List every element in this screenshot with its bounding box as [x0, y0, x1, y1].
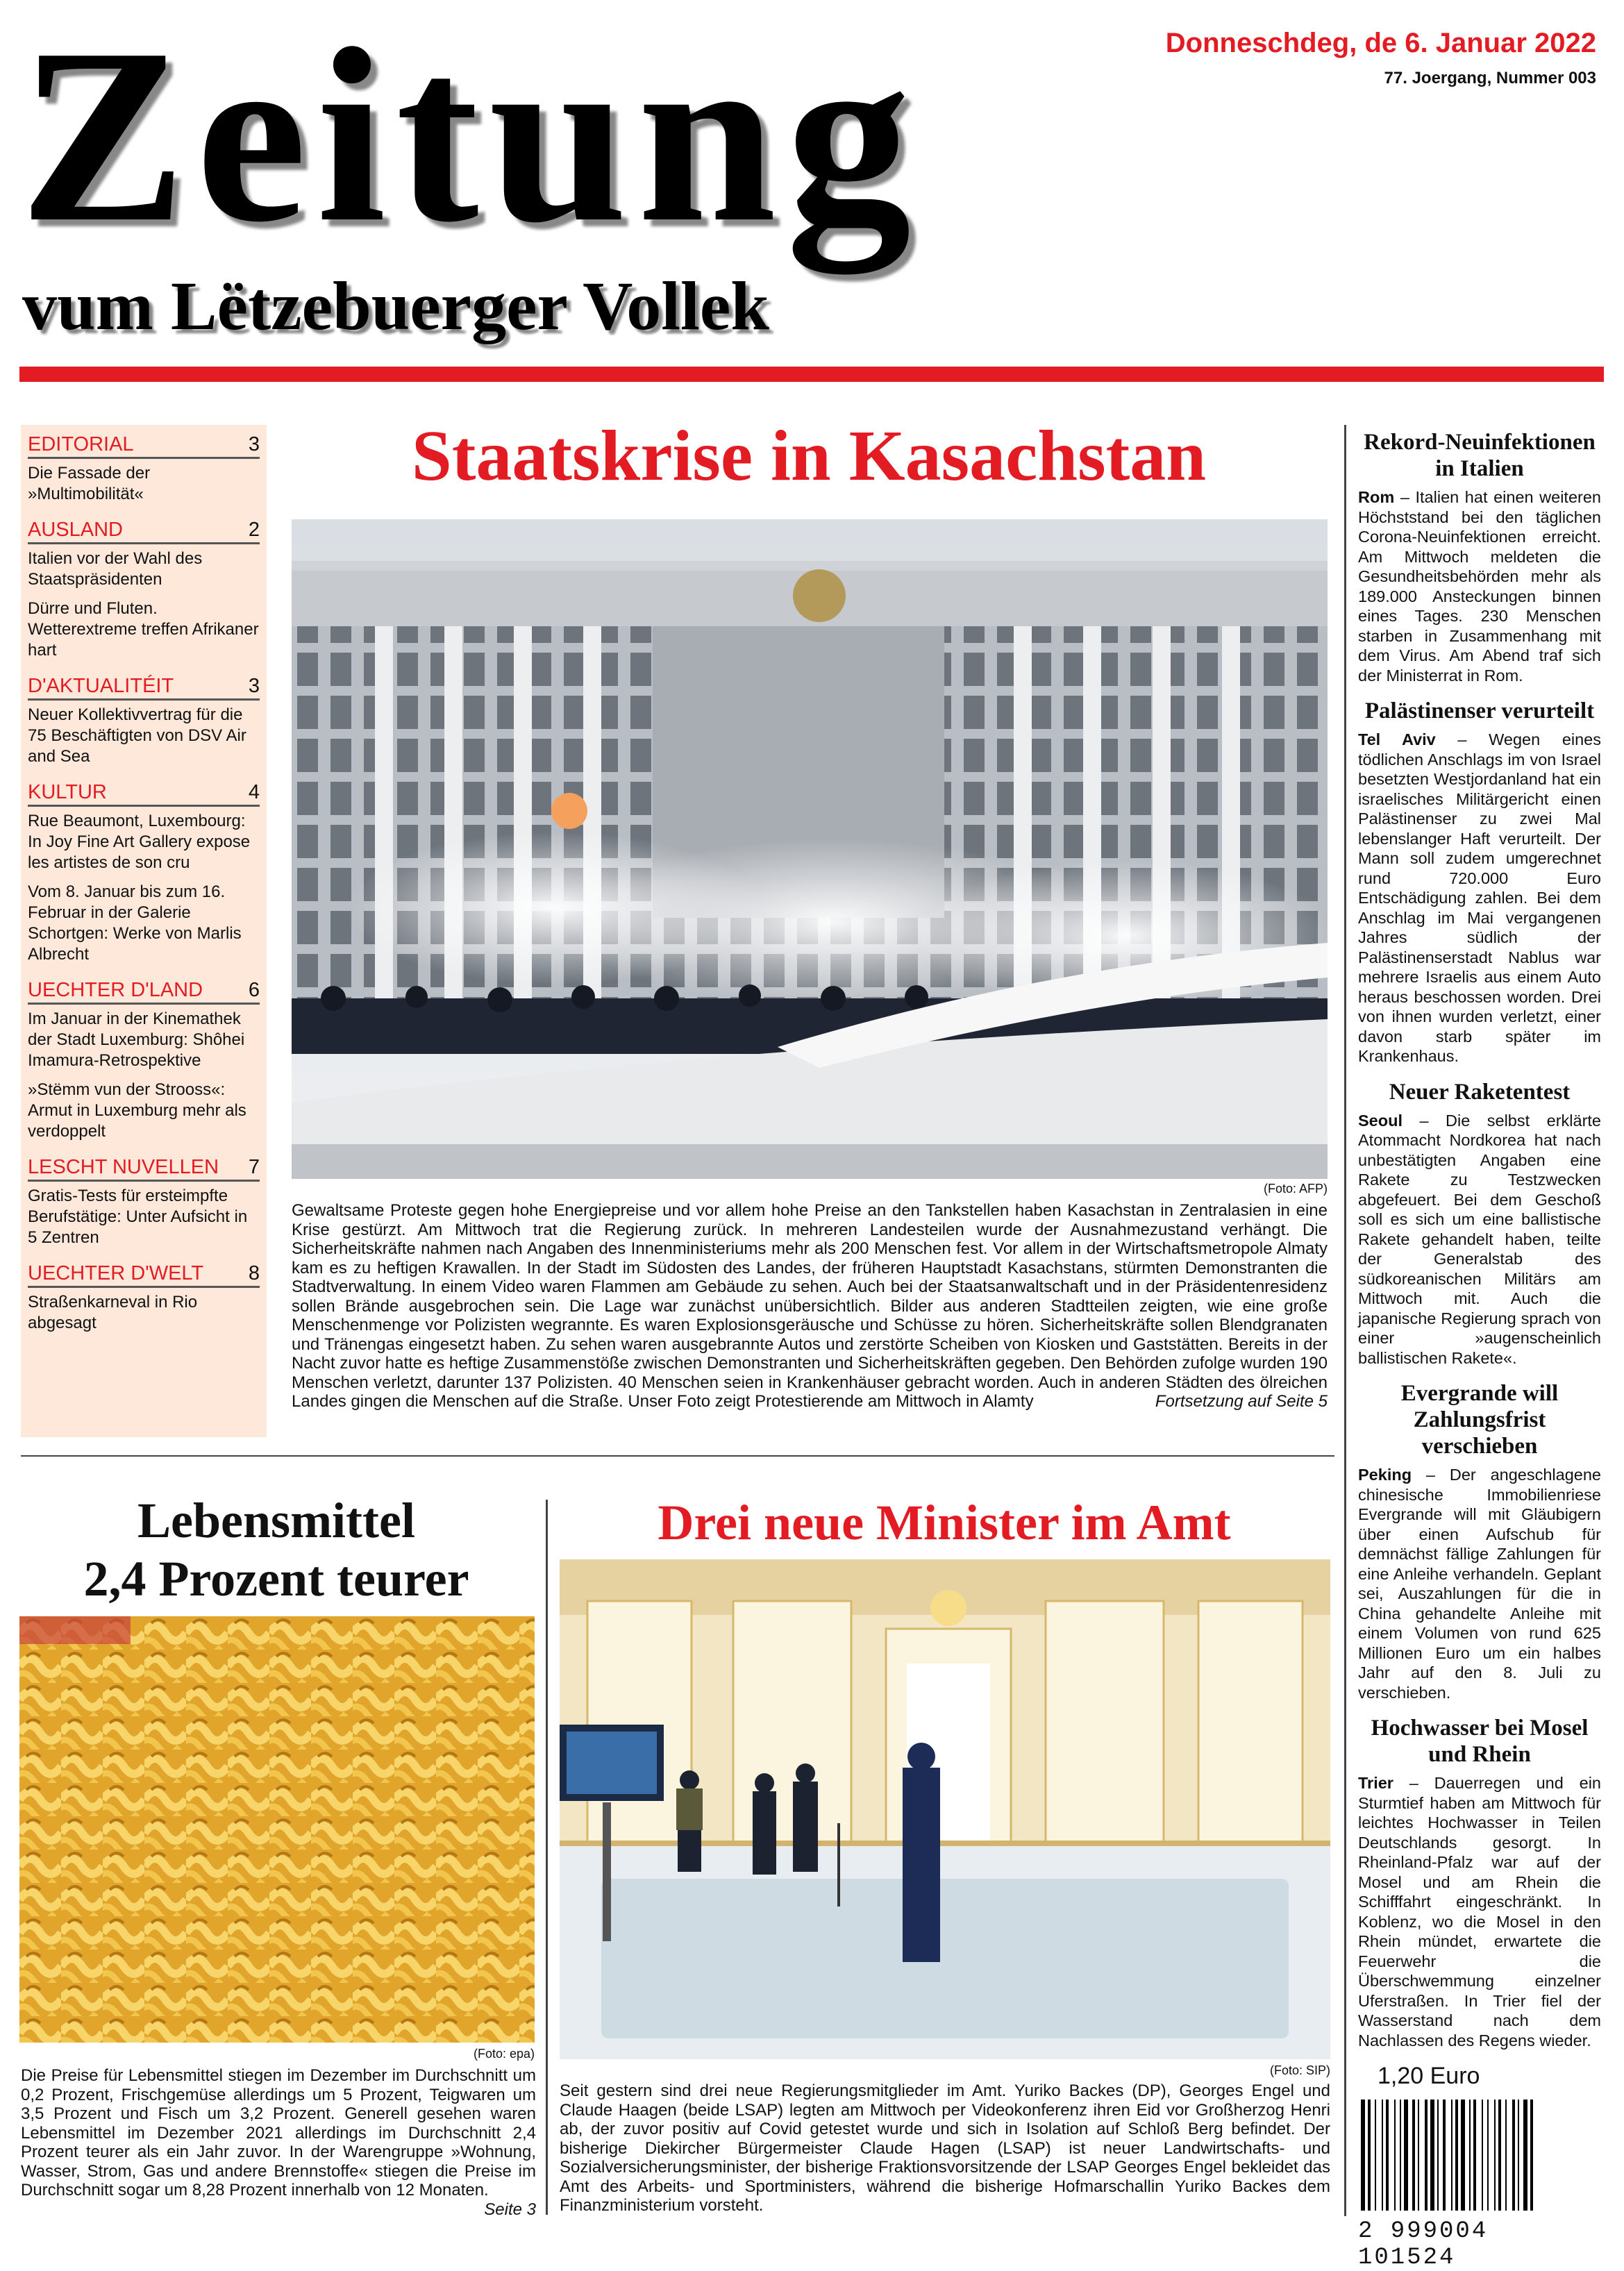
lead-photo-kasachstan	[292, 519, 1328, 1179]
section-heading[interactable]	[28, 673, 260, 701]
brief-dateline: Tel Aviv	[1358, 730, 1436, 748]
section-label: UECHTER D'LAND	[28, 979, 203, 1001]
section-label: KULTUR	[28, 781, 107, 803]
contents-section	[28, 1261, 260, 1334]
brief-text	[1358, 730, 1601, 1066]
news-briefs-column	[1358, 426, 1601, 2271]
newspaper-subtitle: vum Lëtzebuerger Vollek	[22, 267, 769, 344]
section-page-number: 8	[248, 1262, 260, 1284]
food-article-text	[21, 2066, 536, 2219]
brief-text	[1358, 487, 1601, 685]
brief-text	[1358, 1773, 1601, 2050]
section-heading[interactable]	[28, 517, 260, 544]
ministers-article-text: Seit gestern sind drei neue Regierungsmitglieder im Amt. Yuriko Backes (DP), Georges Engel und Claude Haagen (beide LSAP) legten am Mittwoch per Videokonferenz ihren Eid vor Großherzog Henri ab, der zuvor positiv auf Covid getestet wurde und sich in Isolation auf Schloß Berg befindet. Der bisherige Diekircher Bürgermeister Claude Hagen (LSAP) ist neuer Landwirtschafts- und Sozialversicherungsminister, der bisherige Fraktionsvorsitzende der LSAP Georges Engel bekleidet das Amt des Arbeits- und Sportministers, während die bisherige Hofmarschallin Yuriko Backes dem Finanzministerium vorsteht.	[560, 2081, 1330, 2215]
brief-text	[1358, 1111, 1601, 1368]
ministers-headline: Drei neue Minister im Amt	[658, 1495, 1231, 1550]
food-headline-line1: Lebensmittel	[137, 1493, 415, 1548]
section-heading[interactable]	[28, 1261, 260, 1288]
brief-dateline: Trier	[1358, 1774, 1393, 1792]
price: 1,20 Euro	[1378, 2063, 1480, 2089]
section-teaser[interactable]: Vom 8. Januar bis zum 16. Februar in der Galerie Schortgen: Werke von Marlis Albrecht	[28, 882, 242, 964]
pasta-photo	[19, 1616, 535, 2043]
brief-dateline: Seoul	[1358, 1111, 1403, 1130]
brief-dateline: Rom	[1358, 488, 1395, 506]
brief-body: – Der angeschlagene chinesische Immobilienriese Evergrande will mit Gläubigern über einen Aufschub für demnächst fällige Zahlungen für eine Anleihe verhandeln. Geplant sei, Auszahlungen für die in China gehandelte Anleihe mit einem Volumen von rund 625 Millionen Euro um ein halbes Jahr auf den 8. Juli zu verschieben.	[1358, 1466, 1601, 1702]
barcode-digits: 2 999004 101524	[1358, 2218, 1489, 2271]
contents-section	[28, 780, 260, 965]
section-label: D'AKTUALITÉIT	[28, 675, 174, 697]
issue-number: 77. Joergang, Nummer 003	[1384, 69, 1596, 87]
brief-body: – Wegen eines tödlichen Anschlags im von Israel besetzten Westjordanland hat ein israelisches Militärgericht einen Palästinenser zu zwei Mal lebenslanger Haft verurteilt. Der Mann soll zudem umgerechnet rund 720.000 Euro Entschädigung zahlen. Bei dem Anschlag im Mai vergangenen Jahres südlich der Palästinenserstadt Nablus war mehrere Israelis aus einem Auto heraus beschossen worden. Drei von ihnen wurden verletzt, einer davon starb später im Krankenhaus.	[1358, 730, 1601, 1065]
section-page-number: 6	[248, 979, 260, 1001]
ministers-photo	[560, 1559, 1330, 2059]
ministers-photo-credit: (Foto: SIP)	[1269, 2063, 1330, 2077]
section-heading[interactable]	[28, 1155, 260, 1182]
section-heading[interactable]	[28, 978, 260, 1005]
brief-headline: Evergrande will Zahlungsfrist verschieben	[1400, 1381, 1559, 1459]
column-divider	[1344, 425, 1346, 2216]
lead-photo-credit: (Foto: AFP)	[1263, 1182, 1328, 1196]
section-teaser[interactable]: Italien vor der Wahl des Staatspräsidenten	[28, 549, 203, 589]
food-headline-line2: 2,4 Prozent teurer	[83, 1551, 469, 1607]
section-heading[interactable]	[28, 432, 260, 459]
contents-section	[28, 673, 260, 767]
section-label: LESCHT NUVELLEN	[28, 1156, 219, 1178]
contents-section	[28, 517, 260, 661]
section-teaser[interactable]: Gratis-Tests für ersteimpfte Berufstätige: Unter Aufsicht in 5 Zentren	[28, 1187, 248, 1247]
section-heading[interactable]	[28, 780, 260, 807]
section-page-number: 4	[248, 781, 260, 803]
contents-sidebar	[21, 425, 267, 1437]
column-divider	[546, 1500, 548, 2215]
section-teaser[interactable]: Rue Beaumont, Luxembourg: In Joy Fine Art Gallery expose les artistes de son cru	[28, 812, 251, 872]
brief-body: – Italien hat einen weiteren Höchststand bei den täglichen Corona-Neuinfektionen erreicht. Am Mittwoch meldeten die Gesundheitsbehörden mehr als 189.000 Ansteckungen binnen eines Tages. 230 Menschen starben in Zusammenhang mit dem Virus. Am Abend traf sich der Ministerrat in Rom.	[1358, 488, 1601, 685]
brief-dateline: Peking	[1358, 1466, 1412, 1484]
barcode-icon	[1358, 2100, 1598, 2271]
brief-body: – Dauerregen und ein Sturmtief haben am Mittwoch für leichtes Hochwasser in Teilen Deutschlands gesorgt. In Rheinland-Pfalz war auf der Mosel und am Rhein die Schifffahrt eingeschränkt. In Koblenz, wo die Mosel in den Rhein mündet, erwartete die Feuerwehr die Überschwemmung einzelner Uferstraßen. In Trier fiel der Wasserstand nach dem Nachlassen des Regens wieder.	[1358, 1774, 1601, 2050]
news-briefs	[1358, 429, 1601, 2050]
food-continuation-link[interactable]: Seite 3	[484, 2199, 536, 2219]
dateline	[1110, 26, 1596, 90]
issue-date: Donneschdeg, de 6. Januar 2022	[1165, 28, 1596, 58]
brief-headline: Rekord-Neuinfektionen in Italien	[1364, 430, 1596, 481]
brief-text	[1358, 1465, 1601, 1702]
lead-body: Gewaltsame Proteste gegen hohe Energiepreise und vor allem hohe Preise an den Tankstellen haben Kasachstan in Zentralasien in eine Krise gestürzt. Am Mittwoch trat die Regierung zurück. In mehreren Landesteilen wurde der Ausnahmezustand verhängt. Die Sicherheitskräfte nahmen nach Angaben des Innenministeriums mehr als 200 Menschen fest. Vor allem in der Wirtschaftsmetropole Almaty kam es zu heftigen Krawallen. In der Stadt im Südosten des Landes, der früheren Hauptstadt Kasachstans, stürmten Demonstranten die Stadtverwaltung. In einem Video waren Flammen am Gebäude zu sehen. Auch bei der Staatsanwaltschaft und in der Präsidentenresidenz sollen Brände ausgebrochen sein. Die Lage war zunächst unübersichtlich. Bilder aus anderen Stadtteilen zeigten, wie eine große Menschenmenge vor Polizisten wegrannte. Es waren Explosionsgeräusche und Schüsse zu hören. Sicherheitskräfte sollen Blendgranaten und Tränengas eingesetzt haben. Zu sehen waren ausgebrannte Autos und zerstörte Scheiben von Kiosken und Gaststätten. Bereits in der Nacht zuvor hatte es heftige Zusammenstöße zwischen Demonstranten und Sicherheitskräften gegeben. Den Behörden zufolge wurden 190 Menschen verletzt, darunter 137 Polizisten. 40 Menschen seien in Krankenhäuser gebracht worden. Auch in anderen Städten des ölreichen Landes gingen die Menschen auf die Straße. Unser Foto zeigt Protestierende am Mittwoch in Alamty	[292, 1201, 1328, 1411]
section-label: EDITORIAL	[28, 433, 134, 455]
brief-body: – Die selbst erklärte Atommacht Nordkorea hat nach unbestätigten Angaben eine Rakete zu Testzwecken abgefeuert. Bei dem Geschoß soll es sich um eine ballistische Rakete gehandelt haben, teilte der Generalstab des südkoreanischen Militärs am Mittwoch mit. Auch die japanische Regierung sprach von einer »augenscheinlich ballistischen Rakete«.	[1358, 1111, 1601, 1367]
newspaper-title: Zeitung	[19, 0, 921, 274]
section-teaser[interactable]: »Stëmm vun der Strooss«: Armut in Luxemburg mehr als verdoppelt	[28, 1080, 246, 1141]
contents-section	[28, 1155, 260, 1248]
section-page-number: 3	[248, 675, 260, 697]
lead-headline: Staatskrise in Kasachstan	[411, 416, 1207, 496]
section-page-number: 7	[248, 1156, 260, 1178]
masthead-rule	[19, 367, 1604, 382]
section-label: UECHTER D'WELT	[28, 1262, 204, 1284]
section-label: AUSLAND	[28, 519, 123, 541]
section-divider	[21, 1455, 1334, 1457]
brief-headline: Hochwasser bei Mosel und Rhein	[1371, 1716, 1589, 1767]
lead-article-text	[292, 1201, 1328, 1411]
lead-continuation-link[interactable]: Fortsetzung auf Seite 5	[1155, 1392, 1328, 1411]
food-photo-credit: (Foto: epa)	[473, 2047, 535, 2061]
section-teaser[interactable]: Neuer Kollektivvertrag für die 75 Beschäftigten von DSV Air and Sea	[28, 705, 246, 766]
section-teaser[interactable]: Im Januar in der Kinemathek der Stadt Luxemburg: Shôhei Imamura-Retrospektive	[28, 1009, 245, 1070]
brief-headline: Neuer Raketentest	[1389, 1079, 1571, 1105]
section-teaser[interactable]: Die Fassade der »Multimobilität«	[28, 464, 151, 503]
section-teaser[interactable]: Straßenkarneval in Rio abgesagt	[28, 1293, 198, 1332]
section-page-number: 3	[248, 433, 260, 455]
food-headline	[19, 1491, 533, 1608]
section-teaser[interactable]: Dürre und Fluten. Wetterextreme treffen Afrikaner hart	[28, 599, 259, 660]
contents-section	[28, 978, 260, 1142]
brief-headline: Palästinenser verurteilt	[1364, 698, 1595, 723]
contents-section	[28, 432, 260, 505]
section-page-number: 2	[248, 519, 260, 541]
food-body: Die Preise für Lebensmittel stiegen im Dezember im Durchschnitt um 0,2 Prozent, Frischgemüse allerdings um 5 Prozent, Teigwaren um 3,5 Prozent und Fisch um 3,2 Prozent. Generell gesehen waren Lebensmittel im Dezember 2021 allerdings im Durchschnitt 2,4 Prozent teurer als ein Jahr zuvor. In der Warengruppe »Wohnung, Wasser, Strom, Gas und andere Brennstoffe« stiegen die Preise im Durchschnitt sogar um 8,28 Prozent innerhalb von 12 Monaten.	[21, 2066, 536, 2199]
